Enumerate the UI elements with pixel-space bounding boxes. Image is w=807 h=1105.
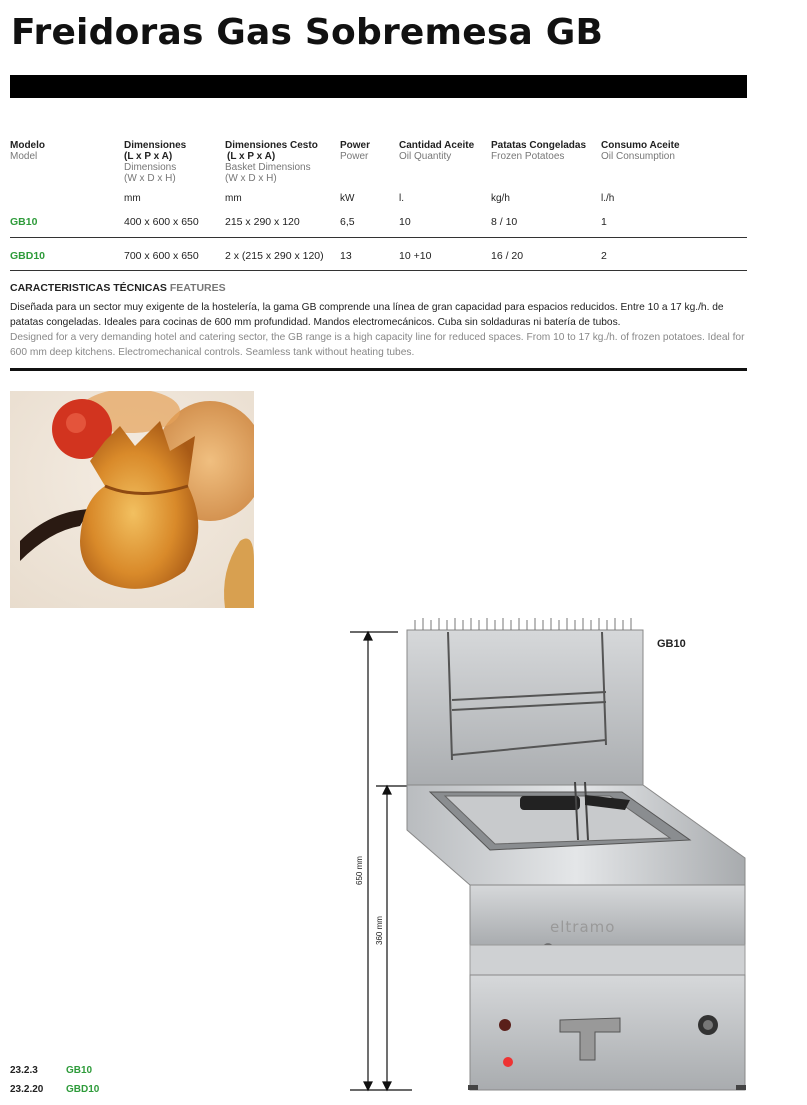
fryer-drawing — [340, 600, 760, 1100]
row-power: 13 — [340, 250, 352, 262]
section-divider — [10, 368, 747, 371]
row-oil: 10 +10 — [399, 250, 432, 262]
unit-power: kW — [340, 193, 355, 204]
unit-potatoes: kg/h — [491, 193, 510, 204]
row-potatoes: 8 / 10 — [491, 216, 518, 228]
features-heading: CARACTERISTICAS TÉCNICAS FEATURES — [10, 282, 226, 294]
dimension-total-label: 650 mm — [355, 856, 364, 885]
food-photo — [10, 391, 254, 608]
row-model: GB10 — [10, 216, 38, 228]
col-header-potatoes: Patatas Congeladas Frozen Potatoes — [491, 140, 587, 162]
unit-dimensions: mm — [124, 193, 141, 204]
row-oil: 10 — [399, 216, 411, 228]
col-header-basket: Dimensiones Cesto (L x P x A) Basket Dimensions (W x D x H) — [225, 140, 318, 184]
list-item — [10, 1065, 92, 1076]
unit-consumption: l./h — [601, 193, 615, 204]
unit-basket: mm — [225, 193, 242, 204]
row-dims: 400 x 600 x 650 — [124, 216, 199, 228]
col-header-dimensions: Dimensiones (L x P x A) Dimensions (W x D x H) — [124, 140, 187, 184]
table-bottom-divider — [10, 270, 747, 271]
code-model: GB10 — [66, 1065, 93, 1076]
fryer-model-label: GB10 — [657, 638, 686, 650]
row-divider — [10, 237, 747, 238]
col-header-power: Power Power — [340, 140, 371, 162]
row-model: GBD10 — [10, 250, 46, 262]
row-consumption: 1 — [601, 216, 607, 228]
col-header-oil: Cantidad Aceite Oil Quantity — [399, 140, 475, 162]
row-dims: 700 x 600 x 650 — [124, 250, 199, 262]
code-ref: 23.2.3 — [10, 1065, 38, 1076]
header-bar — [10, 75, 747, 98]
row-basket: 2 x (215 x 290 x 120) — [225, 250, 324, 262]
row-power: 6,5 — [340, 216, 355, 228]
unit-oil: l. — [399, 193, 404, 204]
row-potatoes: 16 / 20 — [491, 250, 524, 262]
dimension-lower-label: 360 mm — [375, 916, 384, 945]
features-text-en: Designed for a very demanding hotel and catering sector, the GB range is a high capacity line for reduced spaces. From 10 to 17 kg./h. of frozen potatoes. Ideal for 600 mm deep kitchens. Electromechanical controls. Seamless tank without heating tubes. — [10, 332, 745, 358]
row-basket: 215 x 290 x 120 — [225, 216, 300, 228]
col-header-model: Modelo Model — [10, 140, 45, 162]
col-header-consumption: Consumo Aceite Oil Consumption — [601, 140, 680, 162]
list-item — [10, 1084, 99, 1095]
page-title: Freidoras Gas Sobremesa GB — [11, 12, 604, 53]
features-text-es: Diseñada para un sector muy exigente de la hostelería, la gama GB comprende una línea de gran capacidad para espacios reducidos. Entre 10 a 17 kg./h. de patatas congeladas. Ideales para cocinas de 600 mm profundidad. Mandos electromecánicos. Cuba sin soldaduras ni batería de tubos. — [10, 302, 724, 328]
code-model: GBD10 — [66, 1084, 100, 1095]
row-consumption: 2 — [601, 250, 607, 262]
brand-logo: eltramo — [550, 918, 616, 936]
code-ref: 23.2.20 — [10, 1084, 44, 1095]
